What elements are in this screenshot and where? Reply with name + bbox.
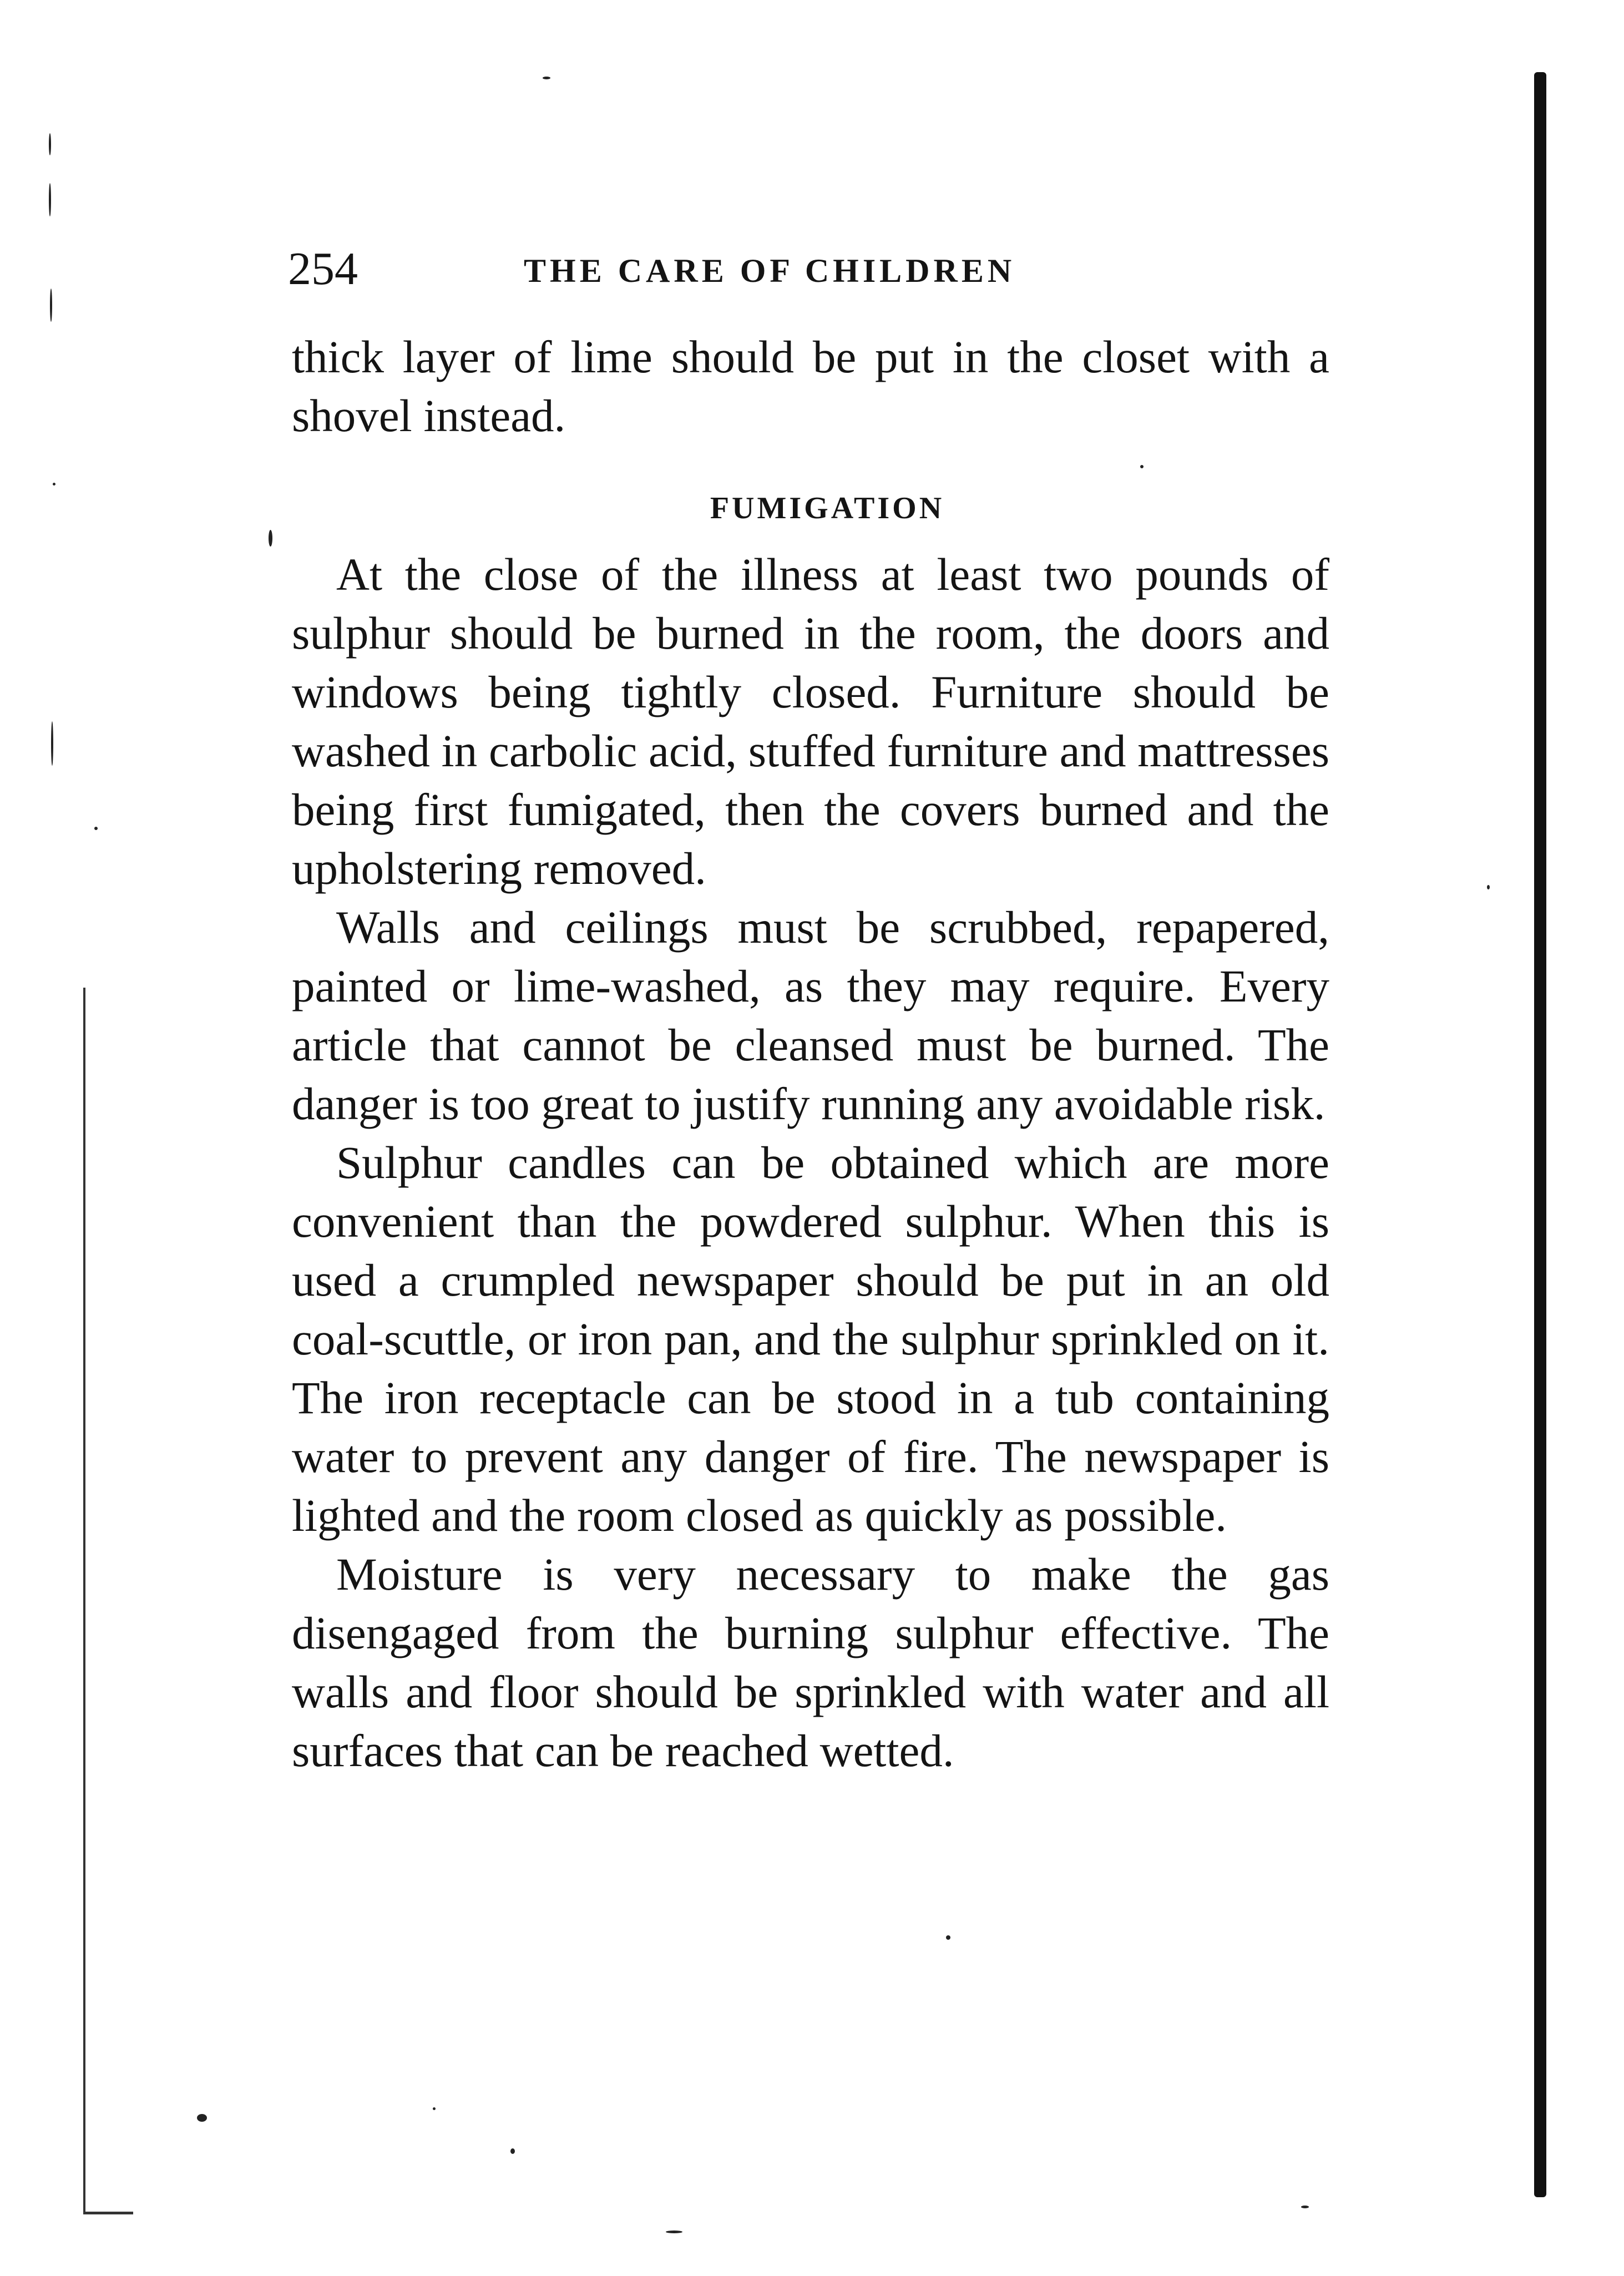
scan-speck	[49, 183, 51, 216]
scan-speck	[51, 721, 53, 766]
running-head: THE CARE OF CHILDREN	[524, 252, 1016, 289]
binding-edge-line	[83, 988, 85, 2214]
scan-speck	[510, 2148, 515, 2154]
paragraph: At the close of the illness at least two pounds of sulphur should be burned in the room, the doors and windows being tightly closed. Furniture should be washed in carbolic acid, stuffed furniture and mattresses being first fumigated, then the covers burned and the upholstering removed.	[292, 549, 1329, 894]
scan-speck	[543, 77, 550, 79]
page-number: 254	[288, 243, 358, 295]
scan-speck	[666, 2231, 682, 2233]
scan-speck	[269, 530, 272, 547]
scan-speck	[946, 1935, 950, 1940]
paragraph: Moisture is very necessary to make the gas disengaged from the burning sulphur effective. The walls and floor should be sprinkled with water and all surfaces that can be reached wetted.	[292, 1549, 1329, 1776]
paragraph: Walls and ceilings must be scrubbed, repapered, painted or lime-washed, as they may require. Every article that cannot be cleansed must be burned. The danger is too great to justify running any avoidable risk.	[292, 902, 1329, 1129]
binding-edge-foot	[83, 2212, 133, 2214]
scan-speck	[1487, 885, 1490, 889]
page-content	[292, 327, 1329, 1780]
scan-speck	[1301, 2206, 1309, 2208]
continuation-paragraph: thick layer of lime should be put in the closet with a shovel instead.	[292, 331, 1329, 441]
paragraph: Sulphur candles can be obtained which are more convenient than the powdered sulphur. When this is used a crumpled newspaper should be put in an old coal-scuttle, or iron pan, and the sulphur sprinkled on it. The iron receptacle can be stood in a tub containing water to prevent any danger of fire. The newspaper is lighted and the room closed as quickly as possible.	[292, 1137, 1329, 1541]
scan-speck	[197, 2114, 207, 2122]
scan-speck	[53, 483, 55, 485]
scan-speck	[94, 827, 98, 830]
page-edge-shadow	[1534, 72, 1546, 2197]
scan-speck	[50, 289, 52, 322]
scan-speck	[49, 133, 51, 155]
section-heading: FUMIGATION	[710, 491, 945, 525]
page-header	[288, 239, 1076, 300]
scan-speck	[433, 2107, 436, 2110]
